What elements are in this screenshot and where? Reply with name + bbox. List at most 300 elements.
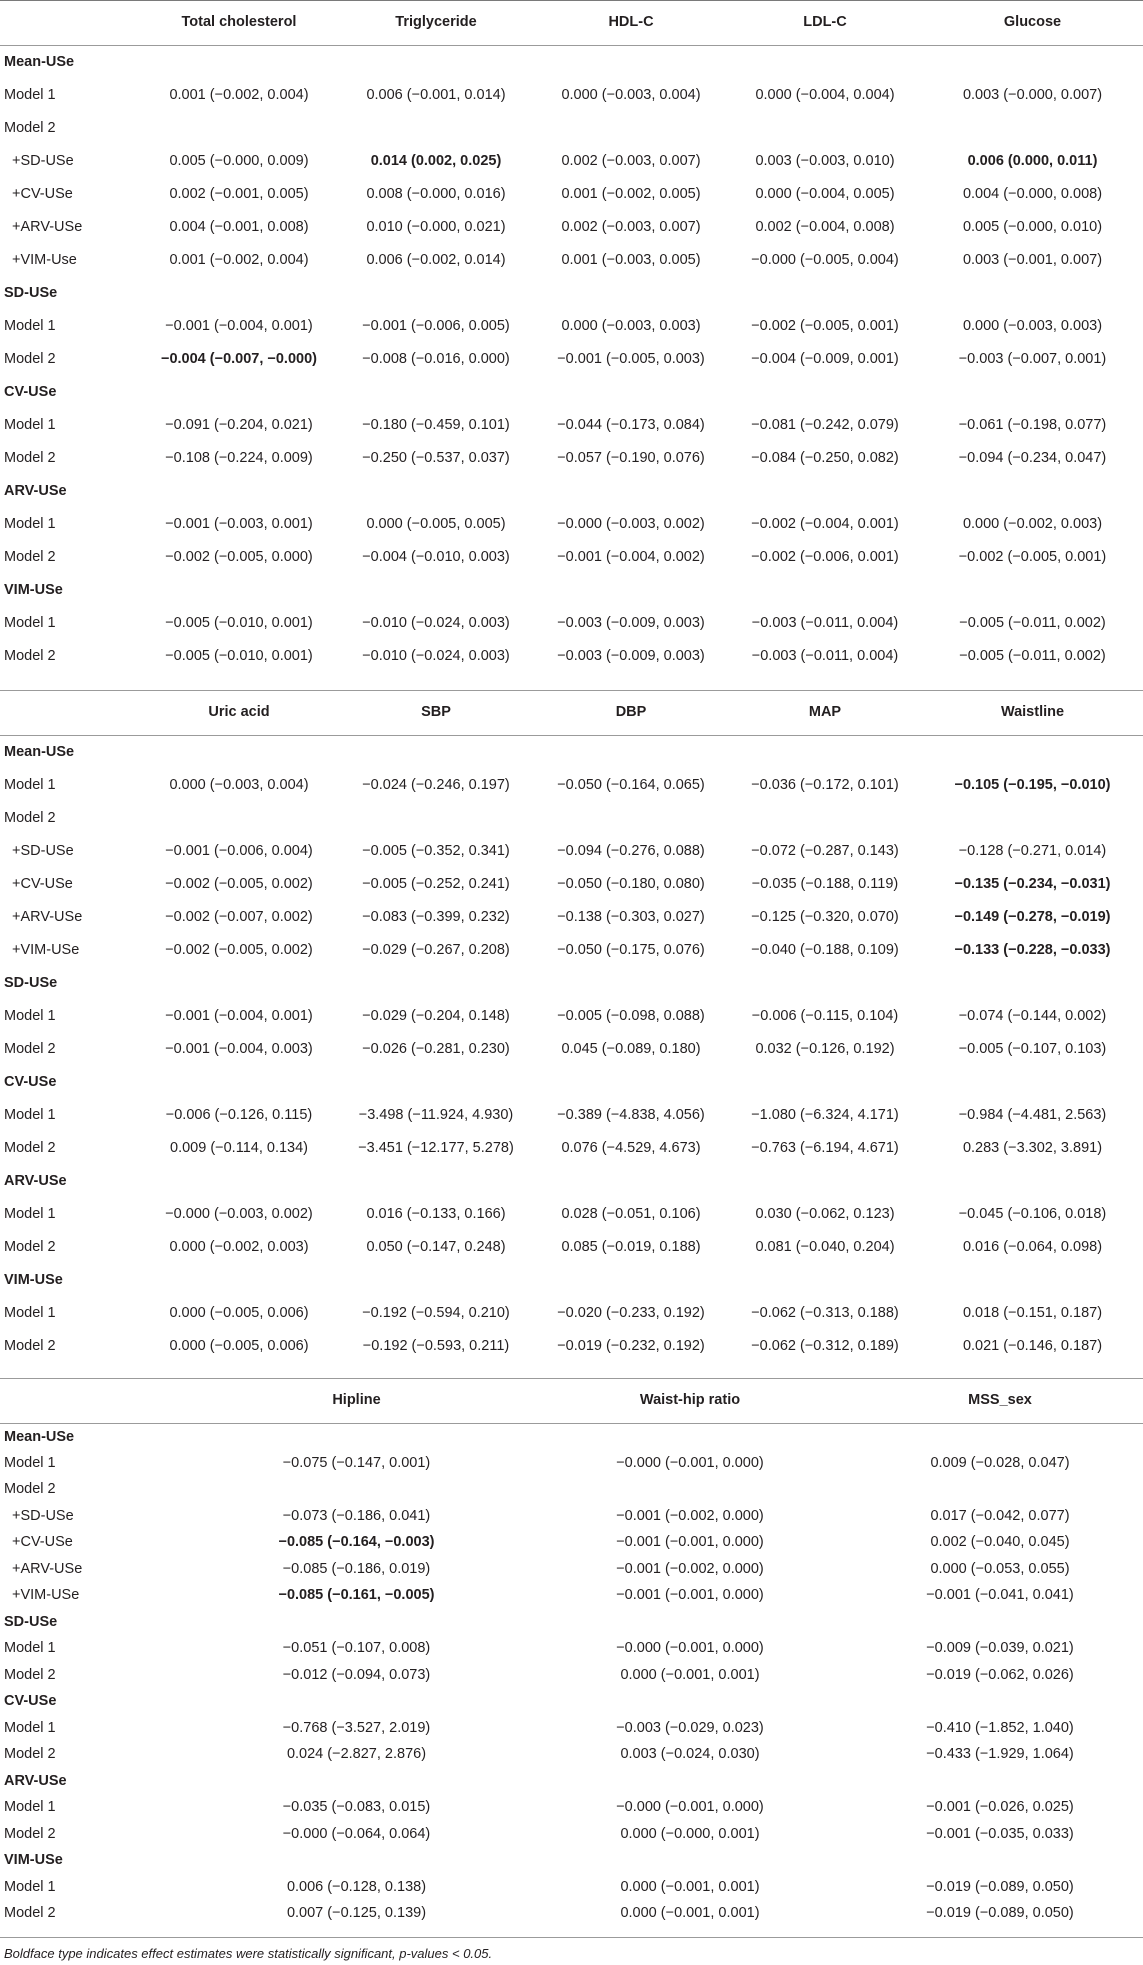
model-label: Model 2 bbox=[4, 1238, 56, 1255]
empty-cell bbox=[523, 1609, 857, 1636]
estimate-cell: −0.050 (−0.180, 0.080) bbox=[557, 875, 705, 892]
model-label: +VIM-USe bbox=[12, 1587, 80, 1604]
model-label: Model 1 bbox=[4, 1454, 56, 1471]
estimate-cell: −0.084 (−0.250, 0.082) bbox=[751, 449, 899, 466]
estimate-cell: 0.000 (−0.002, 0.003) bbox=[169, 1238, 309, 1255]
model-label: Model 1 bbox=[4, 1799, 56, 1816]
model-label: Model 2 bbox=[4, 548, 56, 565]
empty-cell bbox=[338, 1065, 534, 1098]
estimate-cell: −0.004 (−0.007, −0.000) bbox=[160, 350, 317, 367]
empty-cell bbox=[338, 1164, 534, 1197]
group-label: Mean-USe bbox=[4, 743, 75, 760]
estimate-cell bbox=[338, 111, 534, 144]
estimate-cell: −0.040 (−0.188, 0.109) bbox=[751, 941, 899, 958]
estimate-cell: −0.002 (−0.006, 0.001) bbox=[751, 548, 899, 565]
empty-cell bbox=[140, 1164, 338, 1197]
estimate-cell: 0.004 (−0.001, 0.008) bbox=[169, 218, 309, 235]
estimate-cell: −0.001 (−0.001, 0.000) bbox=[616, 1587, 764, 1604]
estimate-cell: −0.003 (−0.011, 0.004) bbox=[751, 647, 899, 664]
estimate-cell: 0.021 (−0.146, 0.187) bbox=[962, 1337, 1103, 1354]
estimate-cell: 0.002 (−0.001, 0.005) bbox=[169, 185, 309, 202]
empty-cell bbox=[922, 735, 1143, 768]
estimate-cell: −0.001 (−0.004, 0.001) bbox=[165, 317, 313, 334]
estimate-cell: −0.050 (−0.175, 0.076) bbox=[557, 941, 705, 958]
model-label: +SD-USe bbox=[12, 842, 74, 859]
estimate-cell: 0.045 (−0.089, 0.180) bbox=[561, 1040, 701, 1057]
empty-cell bbox=[728, 375, 922, 408]
model-label: Model 2 bbox=[4, 1666, 56, 1683]
estimate-cell: −0.768 (−3.527, 2.019) bbox=[282, 1719, 431, 1736]
model-label: Model 1 bbox=[4, 1106, 56, 1123]
empty-cell bbox=[190, 1768, 523, 1795]
estimate-cell bbox=[534, 801, 728, 834]
empty-cell bbox=[534, 1065, 728, 1098]
estimate-cell: −0.085 (−0.161, −0.005) bbox=[278, 1587, 435, 1604]
model-label: Model 1 bbox=[4, 416, 56, 433]
estimate-cell: 0.003 (−0.001, 0.007) bbox=[962, 251, 1103, 268]
estimate-cell: −0.057 (−0.190, 0.076) bbox=[557, 449, 705, 466]
model-label: Model 2 bbox=[4, 449, 56, 466]
estimate-cell: 0.016 (−0.064, 0.098) bbox=[962, 1238, 1103, 1255]
group-label: ARV-USe bbox=[4, 1172, 67, 1189]
column-header: HDL-C bbox=[534, 0, 728, 45]
estimate-cell: −0.003 (−0.009, 0.003) bbox=[557, 647, 705, 664]
table-row bbox=[0, 1098, 1143, 1131]
table-row bbox=[0, 999, 1143, 1032]
model-label: Model 2 bbox=[4, 809, 56, 826]
group-header-row bbox=[0, 1688, 1143, 1715]
estimate-cell: 0.000 (−0.000, 0.001) bbox=[620, 1825, 760, 1842]
empty-cell bbox=[534, 375, 728, 408]
estimate-cell bbox=[922, 111, 1143, 144]
estimate-cell: −3.498 (−11.924, 4.930) bbox=[358, 1106, 514, 1123]
estimate-cell: 0.000 (−0.001, 0.001) bbox=[620, 1666, 760, 1683]
column-header: LDL-C bbox=[728, 0, 922, 45]
estimate-cell: −0.763 (−6.194, 4.671) bbox=[751, 1139, 899, 1156]
empty-cell bbox=[922, 276, 1143, 309]
estimate-cell: −0.389 (−4.838, 4.056) bbox=[557, 1106, 705, 1123]
estimate-cell: −0.006 (−0.115, 0.104) bbox=[751, 1007, 899, 1024]
column-header: Uric acid bbox=[140, 690, 338, 735]
group-header-row bbox=[0, 1263, 1143, 1296]
table-row bbox=[0, 933, 1143, 966]
table-row bbox=[0, 78, 1143, 111]
group-label: VIM-USe bbox=[4, 1852, 63, 1869]
empty-cell bbox=[922, 573, 1143, 606]
estimate-cell: −0.000 (−0.005, 0.004) bbox=[751, 251, 899, 268]
table-row bbox=[0, 867, 1143, 900]
table-row bbox=[0, 177, 1143, 210]
table-row bbox=[0, 639, 1143, 672]
empty-cell bbox=[140, 966, 338, 999]
empty-cell bbox=[190, 1423, 523, 1450]
group-label: VIM-USe bbox=[4, 581, 63, 598]
estimate-cell: −0.149 (−0.278, −0.019) bbox=[954, 908, 1111, 925]
estimate-cell: 0.002 (−0.004, 0.008) bbox=[755, 218, 895, 235]
group-label: VIM-USe bbox=[4, 1271, 63, 1288]
estimate-cell: −0.010 (−0.024, 0.003) bbox=[362, 614, 510, 631]
model-label: +SD-USe bbox=[12, 1507, 74, 1524]
table-row bbox=[0, 1556, 1143, 1583]
estimate-cell: −0.001 (−0.006, 0.004) bbox=[165, 842, 313, 859]
estimate-cell bbox=[728, 801, 922, 834]
estimate-cell: 0.000 (−0.005, 0.005) bbox=[366, 515, 506, 532]
table-row bbox=[0, 1131, 1143, 1164]
table-row bbox=[0, 1032, 1143, 1065]
panel-hip-whr-mss bbox=[0, 1378, 1143, 1927]
estimate-cell: 0.050 (−0.147, 0.248) bbox=[366, 1238, 506, 1255]
header-row bbox=[0, 1378, 1143, 1423]
table-row bbox=[0, 1821, 1143, 1848]
empty-cell bbox=[534, 1164, 728, 1197]
estimate-cell: −0.051 (−0.107, 0.008) bbox=[282, 1640, 431, 1657]
estimate-cell: 0.018 (−0.151, 0.187) bbox=[962, 1304, 1103, 1321]
column-header: Hipline bbox=[190, 1378, 523, 1423]
estimate-cell: −0.044 (−0.173, 0.084) bbox=[557, 416, 705, 433]
model-label: +VIM-Use bbox=[12, 251, 77, 268]
empty-cell bbox=[534, 735, 728, 768]
empty-cell bbox=[140, 45, 338, 78]
column-header: MSS_sex bbox=[857, 1378, 1143, 1423]
table-row bbox=[0, 1476, 1143, 1503]
table-row bbox=[0, 1197, 1143, 1230]
estimate-cell: −0.002 (−0.005, 0.002) bbox=[165, 941, 313, 958]
estimate-cell: −0.108 (−0.224, 0.009) bbox=[165, 449, 313, 466]
estimate-cell: −0.001 (−0.001, 0.000) bbox=[616, 1534, 764, 1551]
estimate-cell: 0.283 (−3.302, 3.891) bbox=[962, 1139, 1103, 1156]
estimate-cell: −0.000 (−0.001, 0.000) bbox=[616, 1454, 764, 1471]
estimate-cell: −0.001 (−0.002, 0.000) bbox=[616, 1507, 764, 1524]
empty-cell bbox=[338, 1263, 534, 1296]
estimate-cell: −0.001 (−0.004, 0.003) bbox=[165, 1040, 313, 1057]
table-row bbox=[0, 144, 1143, 177]
estimate-cell: −0.091 (−0.204, 0.021) bbox=[165, 416, 313, 433]
table-row bbox=[0, 900, 1143, 933]
empty-cell bbox=[922, 474, 1143, 507]
table-row bbox=[0, 540, 1143, 573]
empty-cell bbox=[728, 1065, 922, 1098]
estimate-cell: −0.125 (−0.320, 0.070) bbox=[751, 908, 899, 925]
table-row bbox=[0, 768, 1143, 801]
estimate-cell: −0.010 (−0.024, 0.003) bbox=[362, 647, 510, 664]
estimate-cell: 0.006 (0.000, 0.011) bbox=[967, 152, 1098, 169]
column-header: MAP bbox=[728, 690, 922, 735]
estimate-cell: −0.036 (−0.172, 0.101) bbox=[751, 776, 899, 793]
estimate-cell: 0.002 (−0.040, 0.045) bbox=[930, 1534, 1070, 1551]
estimate-cell: −0.002 (−0.005, 0.002) bbox=[165, 875, 313, 892]
estimate-cell: −0.000 (−0.064, 0.064) bbox=[282, 1825, 431, 1842]
estimate-cell: −0.003 (−0.009, 0.003) bbox=[557, 614, 705, 631]
column-header: Waist-hip ratio bbox=[523, 1378, 857, 1423]
empty-cell bbox=[728, 1164, 922, 1197]
empty-cell bbox=[922, 1164, 1143, 1197]
table-row bbox=[0, 309, 1143, 342]
empty-cell bbox=[534, 45, 728, 78]
group-header-row bbox=[0, 1768, 1143, 1795]
estimate-cell: −0.019 (−0.232, 0.192) bbox=[557, 1337, 705, 1354]
group-label: Mean-USe bbox=[4, 1428, 75, 1445]
group-label: ARV-USe bbox=[4, 482, 67, 499]
estimate-cell: −0.075 (−0.147, 0.001) bbox=[282, 1454, 431, 1471]
estimate-cell: −0.029 (−0.267, 0.208) bbox=[362, 941, 510, 958]
table-row bbox=[0, 210, 1143, 243]
estimate-cell bbox=[338, 801, 534, 834]
model-label: Model 2 bbox=[4, 1905, 56, 1922]
estimate-cell: −0.029 (−0.204, 0.148) bbox=[362, 1007, 510, 1024]
estimate-cell bbox=[523, 1476, 857, 1503]
estimate-cell: −0.050 (−0.164, 0.065) bbox=[557, 776, 705, 793]
estimate-cell: −0.000 (−0.001, 0.000) bbox=[616, 1640, 764, 1657]
table-row bbox=[0, 1230, 1143, 1263]
estimate-cell: 0.000 (−0.003, 0.003) bbox=[561, 317, 701, 334]
empty-cell bbox=[534, 573, 728, 606]
group-label: SD-USe bbox=[4, 974, 58, 991]
model-label: +ARV-USe bbox=[12, 1560, 83, 1577]
model-label: +CV-USe bbox=[12, 185, 73, 202]
column-header: Total cholesterol bbox=[140, 0, 338, 45]
estimate-cell bbox=[140, 801, 338, 834]
group-label: CV-USe bbox=[4, 1073, 57, 1090]
model-label: Model 2 bbox=[4, 1746, 56, 1763]
empty-cell bbox=[534, 966, 728, 999]
estimate-cell: 0.000 (−0.053, 0.055) bbox=[930, 1560, 1070, 1577]
estimate-cell: −0.128 (−0.271, 0.014) bbox=[958, 842, 1107, 859]
panel-lipids-glucose bbox=[0, 0, 1143, 672]
model-label: Model 1 bbox=[4, 1878, 56, 1895]
empty-cell bbox=[338, 735, 534, 768]
group-header-row bbox=[0, 1164, 1143, 1197]
table-row bbox=[0, 801, 1143, 834]
estimate-cell: −0.081 (−0.242, 0.079) bbox=[751, 416, 899, 433]
estimate-cell: −0.002 (−0.004, 0.001) bbox=[751, 515, 899, 532]
empty-cell bbox=[728, 276, 922, 309]
estimate-cell: −0.004 (−0.010, 0.003) bbox=[362, 548, 510, 565]
estimate-cell: 0.000 (−0.004, 0.004) bbox=[755, 86, 895, 103]
estimate-cell: −0.072 (−0.287, 0.143) bbox=[751, 842, 899, 859]
estimate-cell: 0.006 (−0.128, 0.138) bbox=[286, 1878, 427, 1895]
table-row bbox=[0, 606, 1143, 639]
estimate-cell: −0.024 (−0.246, 0.197) bbox=[362, 776, 510, 793]
estimate-cell: −0.001 (−0.035, 0.033) bbox=[926, 1825, 1074, 1842]
estimate-cell: 0.085 (−0.019, 0.188) bbox=[561, 1238, 701, 1255]
estimate-cell: 0.007 (−0.125, 0.139) bbox=[286, 1905, 427, 1922]
estimate-cell: −0.085 (−0.164, −0.003) bbox=[278, 1534, 435, 1551]
row-label-header bbox=[0, 1378, 190, 1423]
empty-cell bbox=[190, 1688, 523, 1715]
estimate-cell: 0.003 (−0.003, 0.010) bbox=[755, 152, 895, 169]
table-row bbox=[0, 1741, 1143, 1768]
estimate-cell: −0.061 (−0.198, 0.077) bbox=[958, 416, 1107, 433]
estimate-cell: −0.002 (−0.007, 0.002) bbox=[165, 908, 313, 925]
header-row bbox=[0, 690, 1143, 735]
estimate-cell bbox=[857, 1476, 1143, 1503]
estimate-cell: 0.009 (−0.028, 0.047) bbox=[930, 1454, 1070, 1471]
table-row bbox=[0, 1874, 1143, 1901]
empty-cell bbox=[140, 375, 338, 408]
group-header-row bbox=[0, 573, 1143, 606]
empty-cell bbox=[728, 735, 922, 768]
empty-cell bbox=[140, 474, 338, 507]
empty-cell bbox=[338, 45, 534, 78]
estimate-cell: −0.001 (−0.004, 0.002) bbox=[557, 548, 705, 565]
estimate-cell: −1.080 (−6.324, 4.171) bbox=[751, 1106, 899, 1123]
estimate-cell: 0.005 (−0.000, 0.010) bbox=[962, 218, 1103, 235]
empty-cell bbox=[190, 1609, 523, 1636]
estimate-cell: −0.004 (−0.009, 0.001) bbox=[751, 350, 899, 367]
table-row bbox=[0, 111, 1143, 144]
empty-cell bbox=[140, 573, 338, 606]
table-row bbox=[0, 1715, 1143, 1742]
estimate-cell bbox=[728, 111, 922, 144]
empty-cell bbox=[523, 1688, 857, 1715]
estimate-cell: −0.001 (−0.041, 0.041) bbox=[926, 1587, 1074, 1604]
estimate-cell: −0.192 (−0.594, 0.210) bbox=[362, 1304, 510, 1321]
estimate-cell: −3.451 (−12.177, 5.278) bbox=[358, 1139, 514, 1156]
empty-cell bbox=[857, 1688, 1143, 1715]
estimate-cell: −0.045 (−0.106, 0.018) bbox=[958, 1205, 1107, 1222]
empty-cell bbox=[140, 735, 338, 768]
model-label: Model 1 bbox=[4, 1007, 56, 1024]
estimate-cell: −0.005 (−0.107, 0.103) bbox=[958, 1040, 1107, 1057]
model-label: Model 1 bbox=[4, 86, 56, 103]
table-row bbox=[0, 1662, 1143, 1689]
data-table bbox=[0, 1378, 1143, 1927]
empty-cell bbox=[338, 474, 534, 507]
group-label: Mean-USe bbox=[4, 53, 75, 70]
model-label: +ARV-USe bbox=[12, 908, 83, 925]
estimate-cell: −0.003 (−0.011, 0.004) bbox=[751, 614, 899, 631]
column-header: Waistline bbox=[922, 690, 1143, 735]
group-header-row bbox=[0, 45, 1143, 78]
data-table bbox=[0, 0, 1143, 672]
table-row bbox=[0, 1794, 1143, 1821]
empty-cell bbox=[922, 1263, 1143, 1296]
empty-cell bbox=[857, 1609, 1143, 1636]
model-label: Model 1 bbox=[4, 1304, 56, 1321]
estimate-cell: −0.005 (−0.010, 0.001) bbox=[165, 647, 313, 664]
table-row bbox=[0, 834, 1143, 867]
empty-cell bbox=[140, 1263, 338, 1296]
model-label: +VIM-USe bbox=[12, 941, 80, 958]
model-label: Model 2 bbox=[4, 647, 56, 664]
data-table bbox=[0, 690, 1143, 1362]
estimate-cell: 0.028 (−0.051, 0.106) bbox=[561, 1205, 701, 1222]
estimate-cell: 0.005 (−0.000, 0.009) bbox=[169, 152, 309, 169]
estimate-cell: 0.000 (−0.001, 0.001) bbox=[620, 1878, 760, 1895]
group-header-row bbox=[0, 966, 1143, 999]
estimate-cell: −0.012 (−0.094, 0.073) bbox=[282, 1666, 431, 1683]
table-row bbox=[0, 243, 1143, 276]
estimate-cell: −0.006 (−0.126, 0.115) bbox=[165, 1106, 313, 1123]
estimate-cell: −0.002 (−0.005, 0.000) bbox=[165, 548, 313, 565]
group-label: CV-USe bbox=[4, 383, 57, 400]
estimate-cell: −0.026 (−0.281, 0.230) bbox=[362, 1040, 510, 1057]
estimate-cell bbox=[140, 111, 338, 144]
estimate-cell: −0.005 (−0.011, 0.002) bbox=[959, 614, 1106, 631]
model-label: Model 1 bbox=[4, 1205, 56, 1222]
estimate-cell: 0.001 (−0.003, 0.005) bbox=[561, 251, 701, 268]
estimate-cell: −0.000 (−0.003, 0.002) bbox=[557, 515, 705, 532]
estimate-cell: −0.019 (−0.089, 0.050) bbox=[926, 1905, 1074, 1922]
table-row bbox=[0, 1450, 1143, 1477]
table-row bbox=[0, 408, 1143, 441]
estimate-cell: −0.105 (−0.195, −0.010) bbox=[954, 776, 1111, 793]
empty-cell bbox=[857, 1423, 1143, 1450]
model-label: Model 1 bbox=[4, 1719, 56, 1736]
empty-cell bbox=[728, 45, 922, 78]
empty-cell bbox=[728, 1263, 922, 1296]
empty-cell bbox=[534, 474, 728, 507]
estimate-cell: 0.032 (−0.126, 0.192) bbox=[755, 1040, 895, 1057]
estimate-cell: −0.433 (−1.929, 1.064) bbox=[926, 1746, 1074, 1763]
empty-cell bbox=[140, 276, 338, 309]
empty-cell bbox=[523, 1768, 857, 1795]
estimate-cell: 0.081 (−0.040, 0.204) bbox=[755, 1238, 895, 1255]
model-label: +ARV-USe bbox=[12, 218, 83, 235]
estimate-cell: 0.001 (−0.002, 0.004) bbox=[169, 251, 309, 268]
estimate-cell: 0.000 (−0.003, 0.004) bbox=[169, 776, 309, 793]
estimate-cell: 0.001 (−0.002, 0.005) bbox=[561, 185, 701, 202]
empty-cell bbox=[922, 1065, 1143, 1098]
group-label: CV-USe bbox=[4, 1693, 57, 1710]
table-row bbox=[0, 441, 1143, 474]
estimate-cell: 0.030 (−0.062, 0.123) bbox=[755, 1205, 895, 1222]
estimate-cell: 0.001 (−0.002, 0.004) bbox=[169, 86, 309, 103]
empty-cell bbox=[190, 1847, 523, 1874]
empty-cell bbox=[728, 573, 922, 606]
estimate-cell: −0.005 (−0.252, 0.241) bbox=[362, 875, 510, 892]
header-row bbox=[0, 0, 1143, 45]
estimate-cell: 0.000 (−0.004, 0.005) bbox=[755, 185, 895, 202]
table-row bbox=[0, 342, 1143, 375]
group-header-row bbox=[0, 735, 1143, 768]
empty-cell bbox=[140, 1065, 338, 1098]
estimate-cell: −0.003 (−0.029, 0.023) bbox=[616, 1719, 764, 1736]
estimate-cell: −0.000 (−0.001, 0.000) bbox=[616, 1799, 764, 1816]
estimate-cell: −0.062 (−0.312, 0.189) bbox=[751, 1337, 899, 1354]
estimate-cell: 0.076 (−4.529, 4.673) bbox=[561, 1139, 701, 1156]
estimate-cell: 0.003 (−0.024, 0.030) bbox=[620, 1746, 760, 1763]
group-header-row bbox=[0, 474, 1143, 507]
estimate-cell: −0.005 (−0.011, 0.002) bbox=[959, 647, 1106, 664]
table-row bbox=[0, 1503, 1143, 1530]
table-row bbox=[0, 1900, 1143, 1927]
model-label: Model 2 bbox=[4, 1825, 56, 1842]
row-label-header bbox=[0, 0, 140, 45]
estimate-cell: −0.020 (−0.233, 0.192) bbox=[557, 1304, 705, 1321]
estimate-cell: −0.250 (−0.537, 0.037) bbox=[362, 449, 510, 466]
column-header: DBP bbox=[534, 690, 728, 735]
column-header: Glucose bbox=[922, 0, 1143, 45]
estimate-cell: −0.001 (−0.002, 0.000) bbox=[616, 1560, 764, 1577]
estimate-cell: −0.008 (−0.016, 0.000) bbox=[362, 350, 510, 367]
estimate-cell: 0.000 (−0.005, 0.006) bbox=[169, 1337, 309, 1354]
column-header: Triglyceride bbox=[338, 0, 534, 45]
estimate-cell: −0.001 (−0.026, 0.025) bbox=[926, 1799, 1074, 1816]
estimate-cell: −0.133 (−0.228, −0.033) bbox=[954, 941, 1111, 958]
estimate-cell: −0.005 (−0.010, 0.001) bbox=[165, 614, 313, 631]
group-header-row bbox=[0, 375, 1143, 408]
empty-cell bbox=[523, 1423, 857, 1450]
estimate-cell: 0.016 (−0.133, 0.166) bbox=[366, 1205, 506, 1222]
estimate-cell: −0.009 (−0.039, 0.021) bbox=[926, 1640, 1074, 1657]
estimate-cell: 0.000 (−0.003, 0.004) bbox=[561, 86, 701, 103]
table-row bbox=[0, 1296, 1143, 1329]
estimate-cell: 0.006 (−0.001, 0.014) bbox=[366, 86, 506, 103]
estimate-cell: −0.138 (−0.303, 0.027) bbox=[557, 908, 705, 925]
estimate-cell: −0.984 (−4.481, 2.563) bbox=[958, 1106, 1107, 1123]
group-header-row bbox=[0, 1423, 1143, 1450]
